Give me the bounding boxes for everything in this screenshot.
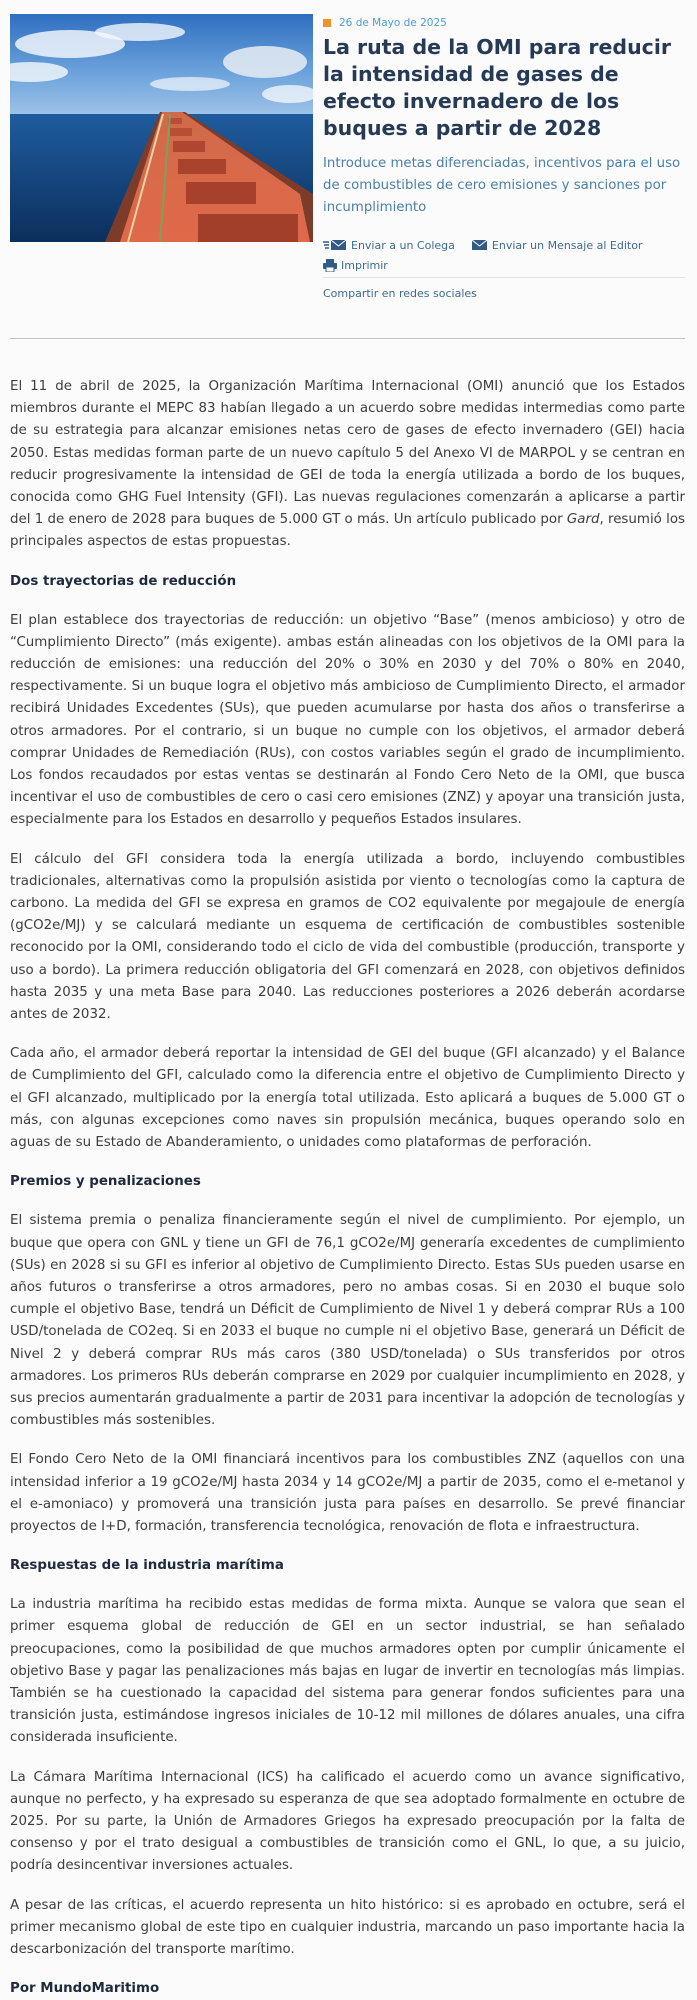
paragraph-fund: El Fondo Cero Neto de la OMI financiará incentivos para los combustibles ZNZ (aquellos con una intensidad inferior a 19 gCO2e/MJ hasta 2034 y 14 gCO2e/MJ a partir de 2035, como el e-metanol y el e-amoniaco) y promoverá una transición justa para países en desarrollo. Se prevé financiar proyectos de I+D, formación, transferencia tecnológica, renovación de flota e infraestructura. [10, 1452, 685, 1534]
article-actions [323, 235, 685, 300]
paragraph-gfi-calculation: El cálculo del GFI considera toda la energía utilizada a bordo, incluyendo combustibles tradicionales, alternativas como la propulsión asistida por viento o tecnologías como la captura de carbono. La medida del GFI se expresa en gramos de CO2 equivalente por megajoule de energía (gCO2e/MJ) y se calculará mediante un esquema de certificación de combustibles sostenible reconocido por la OMI, considerando todo el ciclo de vida del combustible (producción, transporte y uso a bordo). La primera reducción obligatoria del GFI comenzará en 2028, con objetivos definidos hasta 2035 y una meta Base para 2040. Las reducciones posteriores a 2026 deberán acordarse antes de 2032. [10, 851, 685, 1023]
hero-image [10, 14, 313, 242]
article-subtitle: Introduce metas diferenciadas, incentivos para el uso de combustibles de cero emisiones y sanciones por incumplimiento [323, 156, 681, 215]
intro-paragraph [10, 376, 685, 554]
send-colleague-icon [323, 239, 347, 251]
mail-icon [471, 239, 488, 251]
source-gard: Gard [566, 512, 600, 528]
paragraph-trajectories: El plan establece dos trayectorias de reducción: un objetivo “Base” (menos ambicioso) y otro de “Cumplimiento Directo” (más exigente). ambas están alineadas con los objetivos de la OMI para la reducción de emisiones: una reducción del 20% o 30% en 2030 y del 70% o 80% en 2040, respectivamente. Si un buque logra el objetivo más ambicioso de Cumplimiento Directo, el armador recibirá Unidades Excedentes (SUs), que pueden acumularse por hasta dos años o transferirse a otros armadores. Por el contrario, si un buque no cumple con los objetivos, el armador deberá comprar Unidades de Remediación (RUs), con costos variables según el grado de incumplimiento. Los fondos recaudados por estas ventas se destinarán al Fondo Cero Neto de la OMI, que busca incentivar el uso de combustibles de cero o casi cero emisiones (ZNZ) y apoyar una transición justa, especialmente para los Estados en desarrollo y pequeños Estados insulares. [10, 612, 685, 828]
source-line: Por MundoMaritimo [10, 1981, 160, 1997]
share-social-link[interactable]: Compartir en redes sociales [323, 287, 477, 300]
article-body [10, 376, 685, 2000]
print-label: Imprimir [341, 258, 388, 272]
header-divider [10, 338, 685, 339]
cargo-ship-image [10, 14, 313, 242]
paragraph-conclusion: A pesar de las críticas, el acuerdo representa un hito histórico: si es aprobado en octubre, será el primer mecanismo global de este tipo en cualquier industria, marcando un paso importante hacia la descarbonización del transporte marítimo. [10, 1897, 685, 1957]
paragraph-industry-1: La industria marítima ha recibido estas medidas de forma mixta. Aunque se valora que sean el primer esquema global de reducción de GEI en un sector industrial, se han señalado preocupaciones, como la posibilidad de que muchos armadores opten por cumplir únicamente el objetivo Base y pagar las penalizaciones más bajas en lugar de invertir en tecnologías más limpias. También se ha cuestionado la capacidad del sistema para generar fondos suficientes para una transición justa, estimándose ingresos iniciales de 10-12 mil millones de dólares anuales, una cifra considerada insuficiente. [10, 1597, 685, 1746]
send-editor-link[interactable] [471, 239, 643, 252]
print-link[interactable] [323, 259, 388, 272]
paragraph-reporting: Cada año, el armador deberá reportar la intensidad de GEI del buque (GFI alcanzado) y el Balance de Cumplimiento del GFI, calculado como la diferencia entre el objetivo de Cumplimiento Directo y el GFI alcanzado, multiplicado por la energía total utilizada. Esto aplicará a buques de 5.000 GT o más, con algunas excepciones como naves sin propulsión mecánica, buques operando solo en aguas de su Estado de Abanderamiento, o unidades como plataformas de perforación. [10, 1046, 685, 1151]
article-date: 26 de Mayo de 2025 [339, 17, 447, 29]
printer-icon [323, 259, 337, 272]
paragraph-rewards: El sistema premia o penaliza financieramente según el nivel de cumplimiento. Por ejemplo, un buque que opera con GNL y tiene un GFI de 76,1 gCO2e/MJ generaría excedentes de cumplimiento (SUs) en 2028 si su GFI es inferior al objetivo de Cumplimiento Directo. Estas SUs pueden usarse en años futuros o transferirse a otros armadores, pero no ambas cosas. Si en 2030 el buque solo cumple el objetivo Base, tendrá un Déficit de Cumplimiento de Nivel 1 y deberá comprar RUs a 100 USD/tonelada de CO2eq. Si en 2033 el buque no cumple ni el objetivo Base, generará un Déficit de Nivel 2 y deberá comprar RUs más caros (380 USD/tonelada) o SUs transferidos por otros armadores. Los primeros RUs deberán comprarse en 2029 por cualquier incumplimiento en 2028, y sus precios aumentarán gradualmente a partir de 2031 para incentivar la adopción de tecnologías y combustibles más sostenibles. [10, 1213, 685, 1429]
send-editor-label: Enviar un Mensaje al Editor [491, 238, 643, 252]
article-meta [323, 14, 685, 300]
date-row [323, 14, 685, 32]
paragraph-industry-2: La Cámara Marítima Internacional (ICS) ha calificado el acuerdo como un avance significativo, aunque no perfecto, y ha expresado su esperanza de que sea adoptado formalmente en octubre de 2025. Por su parte, la Unión de Armadores Griegos ha expresado preocupación por la falta de consenso y por el trato desigual a combustibles de transición como el GNL, lo que, a su juicio, podría desincentivar inversiones actuales. [10, 1769, 685, 1874]
article-page [10, 14, 685, 2000]
heading-rewards: Premios y penalizaciones [10, 1174, 201, 1190]
send-colleague-link[interactable] [323, 239, 455, 252]
intro-text-end: , resumió los principales aspectos de estas propuestas. [10, 512, 686, 550]
heading-industry: Respuestas de la industria marítima [10, 1558, 284, 1574]
article-title: La ruta de la OMI para reducir la intensidad de gases de efecto invernadero de los buques a partir de 2028 [323, 35, 671, 140]
intro-text: El 11 de abril de 2025, la Organización Marítima Internacional (OMI) anunció que los Estados miembros durante el MEPC 83 habían llegado a un acuerdo sobre medidas intermedias como parte de su estrategia para alcanzar emisiones netas cero de gases de efecto invernadero (GEI) hacia 2050. Estas medidas forman parte de un nuevo capítulo 5 del Anexo VI de MARPOL y se centran en reducir progresivamente la intensidad de GEI de toda la energía utilizada a bordo de los buques, conocida como GHG Fuel Intensity (GFI). Las nuevas regulaciones comenzarán a aplicarse a partir del 1 de enero de 2028 para buques de 5.000 GT o más. Un artículo publicado por [10, 379, 685, 528]
send-colleague-label: Enviar a un Colega [351, 238, 455, 252]
article-header [10, 14, 685, 306]
actions-divider [323, 277, 685, 278]
heading-trajectories: Dos trayectorias de reducción [10, 573, 237, 589]
date-marker-icon [323, 19, 331, 27]
